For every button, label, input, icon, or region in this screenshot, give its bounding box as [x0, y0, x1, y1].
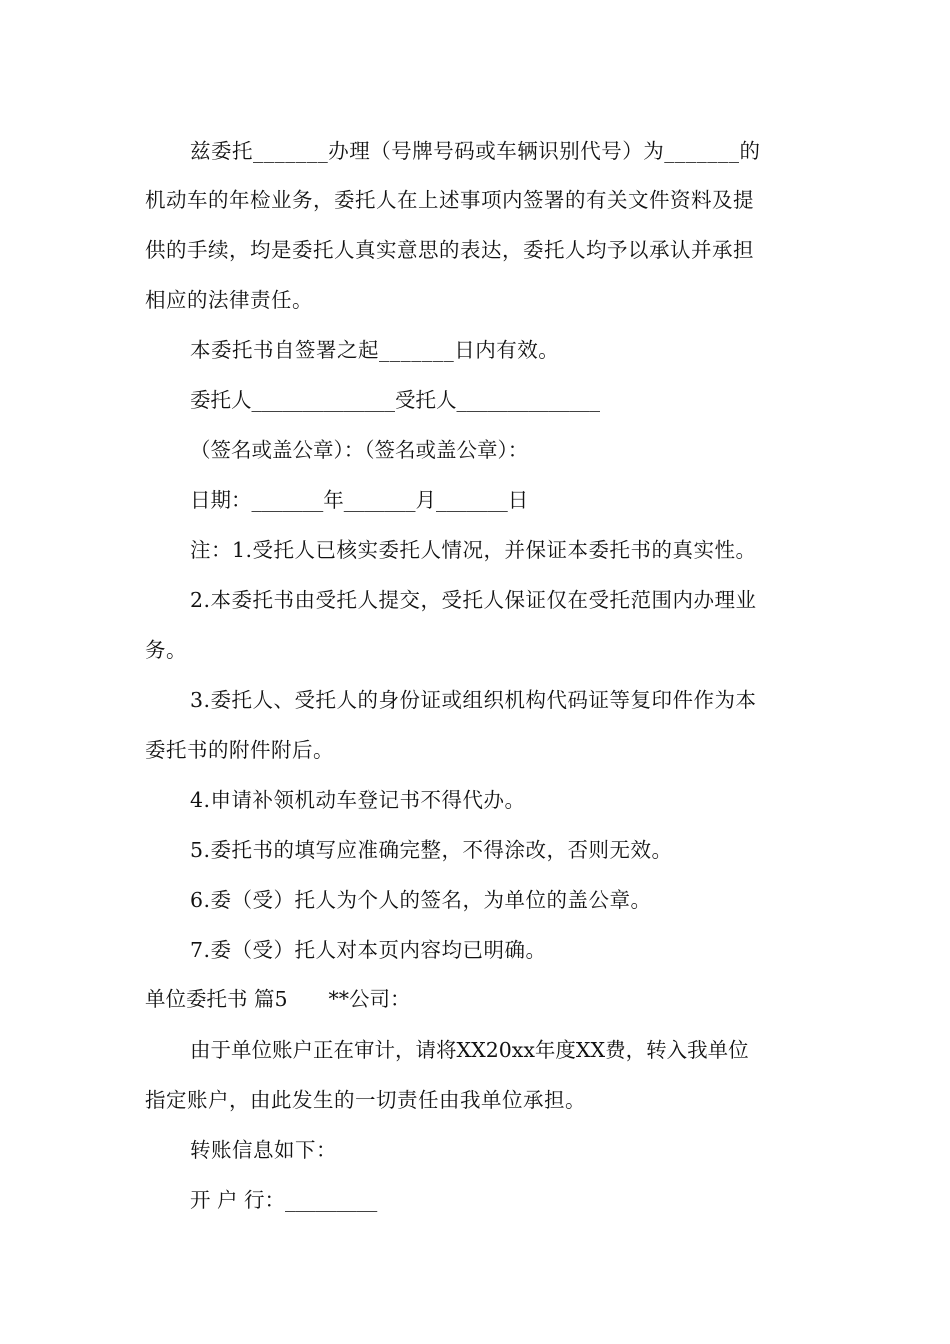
- paragraph-entrust-line-1: 兹委托_______办理（号牌号码或车辆识别代号）为_______的: [190, 139, 761, 163]
- signature-note-line: （签名或盖公章）：（签名或盖公章）：: [190, 438, 529, 462]
- transfer-paragraph-line-2: 指定账户，由此发生的一切责任由我单位承担。: [145, 1088, 586, 1112]
- transfer-paragraph-line-1: 由于单位账户正在审计，请将XX20xx年度XX费，转入我单位: [190, 1038, 749, 1062]
- signatories-line: 委托人______________受托人______________: [190, 388, 600, 412]
- note-item-6: 6.委（受）托人为个人的签名，为单位的盖公章。: [190, 888, 652, 912]
- note-item-2-line-1: 2.本委托书由受托人提交，受托人保证仅在受托范围内办理业: [190, 588, 757, 612]
- note-item-7: 7.委（受）托人对本页内容均已明确。: [190, 938, 547, 962]
- bank-field-line: 开 户 行：_________: [190, 1188, 378, 1212]
- note-item-5: 5.委托书的填写应准确完整，不得涂改，否则无效。: [190, 838, 673, 862]
- date-line: 日期：_______年_______月_______日: [190, 488, 529, 512]
- paragraph-entrust-line-3: 供的手续，均是委托人真实意思的表达，委托人均予以承认并承担: [145, 238, 754, 262]
- note-item-4: 4.申请补领机动车登记书不得代办。: [190, 788, 526, 812]
- paragraph-entrust-line-2: 机动车的年检业务，委托人在上述事项内签署的有关文件资料及提: [145, 188, 754, 212]
- validity-line: 本委托书自签署之起_______日内有效。: [190, 338, 560, 362]
- note-item-1: 注：1.受托人已核实委托人情况，并保证本委托书的真实性。: [190, 538, 757, 562]
- transfer-info-heading: 转账信息如下：: [190, 1138, 337, 1162]
- note-item-3-line-1: 3.委托人、受托人的身份证或组织机构代码证等复印件作为本: [190, 688, 757, 712]
- paragraph-entrust-line-4: 相应的法律责任。: [145, 288, 313, 312]
- section-heading: 单位委托书 篇5 **公司：: [145, 987, 411, 1011]
- note-item-3-line-2: 委托书的附件附后。: [145, 738, 334, 762]
- note-item-2-line-2: 务。: [145, 638, 187, 662]
